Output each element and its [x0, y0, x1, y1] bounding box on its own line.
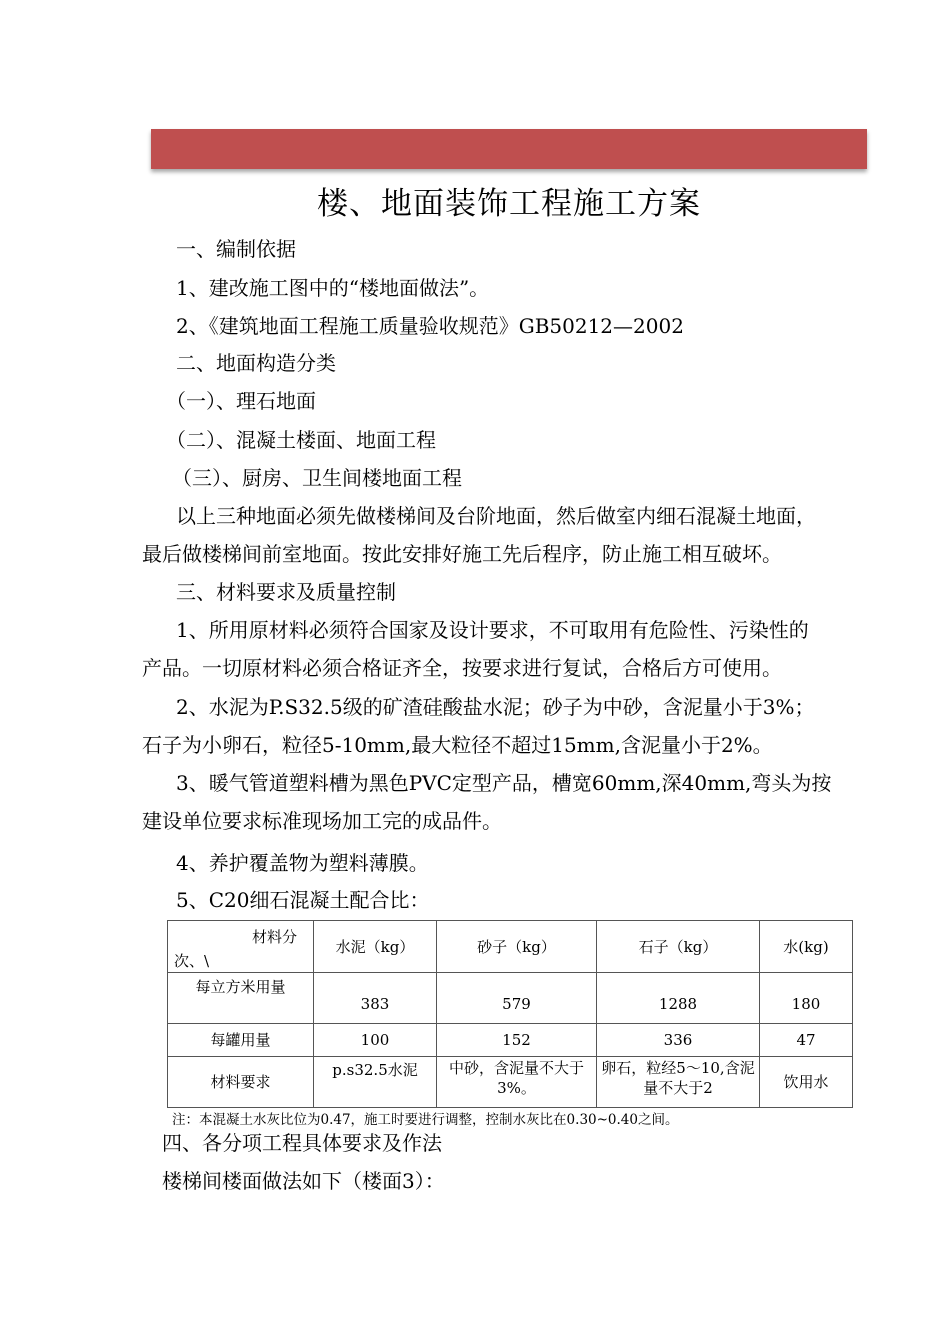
table-header-row	[168, 921, 853, 973]
mix-ratio-table	[167, 920, 853, 1108]
text-line: （三）、厨房、卫生间楼地面工程	[172, 466, 462, 490]
table-row	[168, 973, 853, 1024]
title-banner	[151, 129, 867, 169]
paragraph-line: 3、暖气管道塑料槽为黑色PVC定型产品，槽宽60mm,深40mm,弯头为按	[176, 771, 832, 795]
section-heading: 二、地面构造分类	[176, 351, 336, 375]
text-line: 4、养护覆盖物为塑料薄膜。	[176, 851, 429, 875]
column-header: 水(kg)	[760, 921, 853, 973]
text-line: 1、建改施工图中的“楼地面做法”。	[176, 276, 490, 300]
page-title: 楼、地面装饰工程施工方案	[317, 186, 701, 222]
paragraph-line: 石子为小卵石，粒径5-10mm,最大粒径不超过15mm,含泥量小于2%。	[142, 733, 773, 757]
table-cell: 100	[314, 1024, 437, 1057]
table-cell: p.s32.5水泥	[314, 1057, 437, 1108]
paragraph-line: 产品。一切原材料必须合格证齐全，按要求进行复试，合格后方可使用。	[142, 656, 782, 680]
section-heading: 一、编制依据	[176, 237, 296, 261]
text-line: （一）、理石地面	[166, 389, 316, 413]
text-line: 2、《建筑地面工程施工质量验收规范》GB50212—2002	[176, 314, 684, 338]
section-heading: 三、材料要求及质量控制	[176, 580, 396, 604]
table-row	[168, 1057, 853, 1108]
table-cell: 47	[760, 1024, 853, 1057]
row-label: 每立方米用量	[168, 973, 314, 1024]
row-label: 材料要求	[168, 1057, 314, 1108]
section-heading: 四、各分项工程具体要求及作法	[162, 1131, 442, 1155]
row-label: 每罐用量	[168, 1024, 314, 1057]
text-line: 楼梯间楼面做法如下（楼面3）：	[162, 1169, 445, 1193]
column-header: 石子（kg）	[597, 921, 760, 973]
table-corner-cell	[168, 921, 314, 973]
column-header: 砂子（kg）	[437, 921, 597, 973]
table-cell: 579	[437, 973, 597, 1024]
column-header: 水泥（kg）	[314, 921, 437, 973]
table-note: 注：本混凝土水灰比位为0.47，施工时要进行调整，控制水灰比在0.30~0.40之间。	[172, 1112, 679, 1128]
paragraph-line: 1、所用原材料必须符合国家及设计要求，不可取用有危险性、污染性的	[176, 618, 809, 642]
paragraph-line: 最后做楼梯间前室地面。按此安排好施工先后程序，防止施工相互破坏。	[142, 542, 782, 566]
corner-top-label: 材料分	[251, 928, 297, 946]
table-row	[168, 1024, 853, 1057]
text-line: 5、C20细石混凝土配合比：	[176, 888, 430, 912]
paragraph-line: 2、水泥为P.S32.5级的矿渣硅酸盐水泥；砂子为中砂，含泥量小于3%；	[176, 695, 815, 719]
text-line: （二）、混凝土楼面、地面工程	[166, 428, 436, 452]
table-cell: 1288	[597, 973, 760, 1024]
table-cell: 152	[437, 1024, 597, 1057]
table-cell: 中砂，含泥量不大于3%。	[437, 1057, 597, 1108]
table-cell: 180	[760, 973, 853, 1024]
corner-bottom-label: 次、\	[174, 952, 210, 970]
paragraph-line: 以上三种地面必须先做楼梯间及台阶地面，然后做室内细石混凝土地面，	[176, 504, 816, 528]
table-cell: 饮用水	[760, 1057, 853, 1108]
table-cell: 卵石，粒经5～10,含泥量不大于2	[597, 1057, 760, 1108]
table-cell: 383	[314, 973, 437, 1024]
table-cell: 336	[597, 1024, 760, 1057]
paragraph-line: 建设单位要求标准现场加工完的成品件。	[142, 809, 502, 833]
